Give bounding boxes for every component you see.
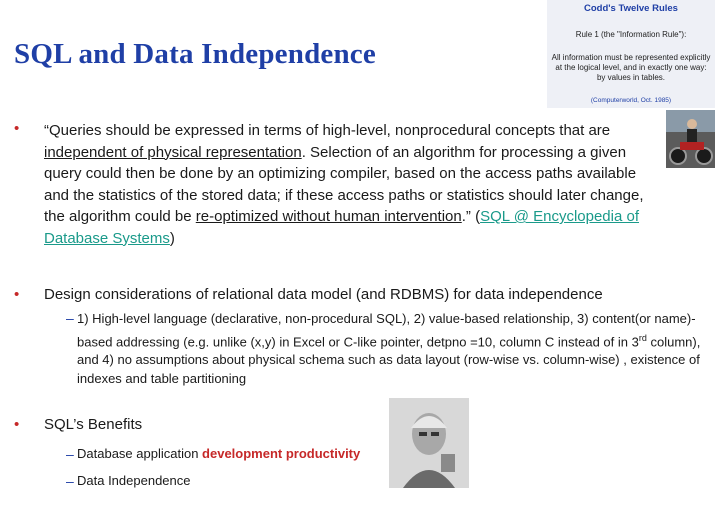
detail-superscript: rd (638, 332, 647, 343)
codd-rules-heading: Codd's Twelve Rules (584, 3, 678, 14)
quote-text-3: .” ( (461, 208, 481, 225)
bullet-marker: • (14, 286, 20, 303)
benefit-data-independence: Data Independence (77, 473, 191, 488)
dash-marker: – (66, 310, 74, 326)
detail-text-a: 1) High-level language (declarative, non-procedural SQL), 2) value-based relationship, 3) content(or name)-based addressing (e.g. unlike (x,y) in Excel or C-like pointer, detpno =10, column C instead of in 3 (77, 311, 696, 349)
encyclopedia-link[interactable]: SQL @ Encyclopedia of Database Systems (44, 208, 639, 247)
bullet-marker: • (14, 416, 20, 433)
detail-text-b: column), and 4) no assumptions about physical schema such as data layout (row-wise vs. column-wise) , existence of indexes and table partitioning (77, 333, 701, 386)
quote-text-2: . Selection of an algorithm for processing a given query could then be done by an optimizing compiler, based on the access paths available and the statistics of the stored data; if these access paths or statistics should later change, the algorithm could be (44, 143, 644, 225)
design-considerations-text: Design considerations of relational data model (and RDBMS) for data independence (44, 286, 603, 303)
sql-benefits-heading: SQL’s Benefits (44, 416, 143, 433)
quote-underline-1: independent of physical representation (44, 143, 302, 161)
quote-text-4: ) (169, 229, 175, 247)
dash-marker: – (66, 473, 74, 489)
bullet-marker: • (14, 120, 20, 137)
benefit-productivity (77, 446, 360, 461)
slide-title: SQL and Data Independence (14, 38, 376, 70)
codd-rule-source: (Computerworld, Oct. 1985) (590, 97, 672, 104)
codd-rule-text: All information must be represented explicitly at the logical level, and in exactly one way: by values in tables. (551, 53, 711, 82)
photo-codd-portrait (389, 398, 469, 488)
benefit-productivity-emphasis: development productivity (202, 446, 361, 461)
dash-marker: – (66, 446, 74, 462)
quote-underline-2: re-optimized without human intervention (195, 208, 462, 225)
photo-motorcycle (666, 110, 715, 168)
design-considerations-detail (77, 310, 707, 388)
benefit-productivity-prefix: Database application (77, 446, 199, 461)
codd-rule-label: Rule 1 (the "Information Rule"): (575, 30, 687, 39)
quote-text-1: “Queries should be expressed in terms of high-level, nonprocedural concepts that are (44, 122, 611, 139)
quote-paragraph (44, 120, 664, 249)
